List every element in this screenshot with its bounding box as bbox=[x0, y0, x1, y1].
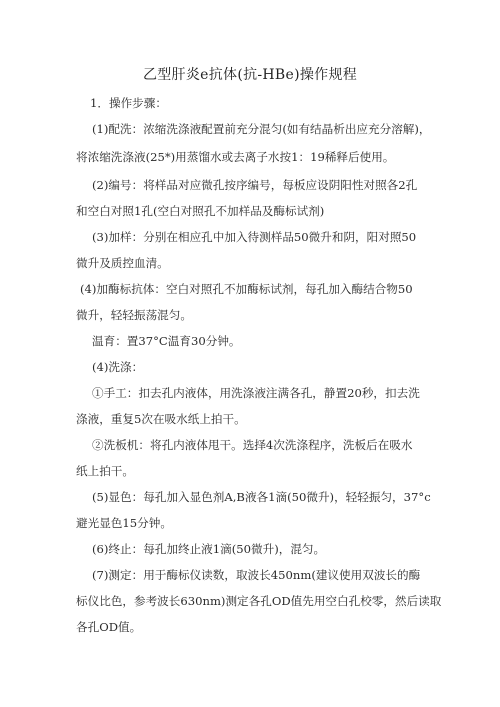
paragraph-line: (6)终止：每孔加终止液1滴(50微升)，混匀。 bbox=[92, 542, 326, 556]
paragraph-line: (5)显色：每孔加入显色剂A,B液各1滴(50微升)，轻轻振匀，37°c bbox=[92, 490, 431, 504]
document-title: 乙型肝炎e抗体(抗-HBe)操作规程 bbox=[142, 67, 358, 83]
paragraph-line: 纸上拍干。 bbox=[76, 464, 134, 478]
paragraph-line: 避光显色15分钟。 bbox=[76, 516, 172, 530]
paragraph-line: 微升及质控血清。 bbox=[76, 256, 169, 270]
paragraph-line: 温育：置37°C温育30分钟。 bbox=[92, 334, 241, 348]
paragraph-line: 和空白对照1孔(空白对照孔不加样品及酶标试剂) bbox=[76, 204, 325, 218]
paragraph-line: (2)编号：将样品对应微孔按序编号，每板应设阴阳性对照各2孔 bbox=[92, 178, 418, 192]
paragraph-line: 各孔OD值。 bbox=[76, 620, 142, 634]
paragraph-line: ②洗板机：将孔内液体甩干。选择4次洗涤程序，洗板后在吸水 bbox=[92, 438, 413, 452]
paragraph-line: (3)加样：分别在相应孔中加入待测样品50微升和阴，阳对照50 bbox=[92, 230, 417, 244]
paragraph-line: ①手工：扣去孔内液体，用洗涤液注满各孔，静置20秒，扣去洗 bbox=[92, 386, 420, 400]
paragraph-line: 将浓缩洗涤液(25*)用蒸馏水或去离子水按1：19稀释后使用。 bbox=[76, 150, 395, 164]
paragraph-line: (4)加酶标抗体：空白对照孔不加酶标试剂，每孔加入酶结合物50 bbox=[80, 282, 413, 296]
paragraph-line: 涤液，重复5次在吸水纸上拍干。 bbox=[76, 412, 246, 426]
section-heading-steps: 1．操作步骤： bbox=[90, 96, 167, 110]
paragraph-line: (4)洗涤： bbox=[92, 360, 144, 374]
paragraph-line: 微升，轻轻振荡混匀。 bbox=[76, 308, 192, 322]
paragraph-line: (1)配洗：浓缩洗涤液配置前充分混匀(如有结晶析出应充分溶解)， bbox=[92, 122, 431, 136]
paragraph-line: (7)测定：用于酶标仪读数，取波长450nm(建议使用双波长的酶 bbox=[92, 568, 421, 582]
paragraph-line: 标仪比色，参考波长630nm)测定各孔OD值先用空白孔校零，然后读取 bbox=[76, 594, 442, 608]
